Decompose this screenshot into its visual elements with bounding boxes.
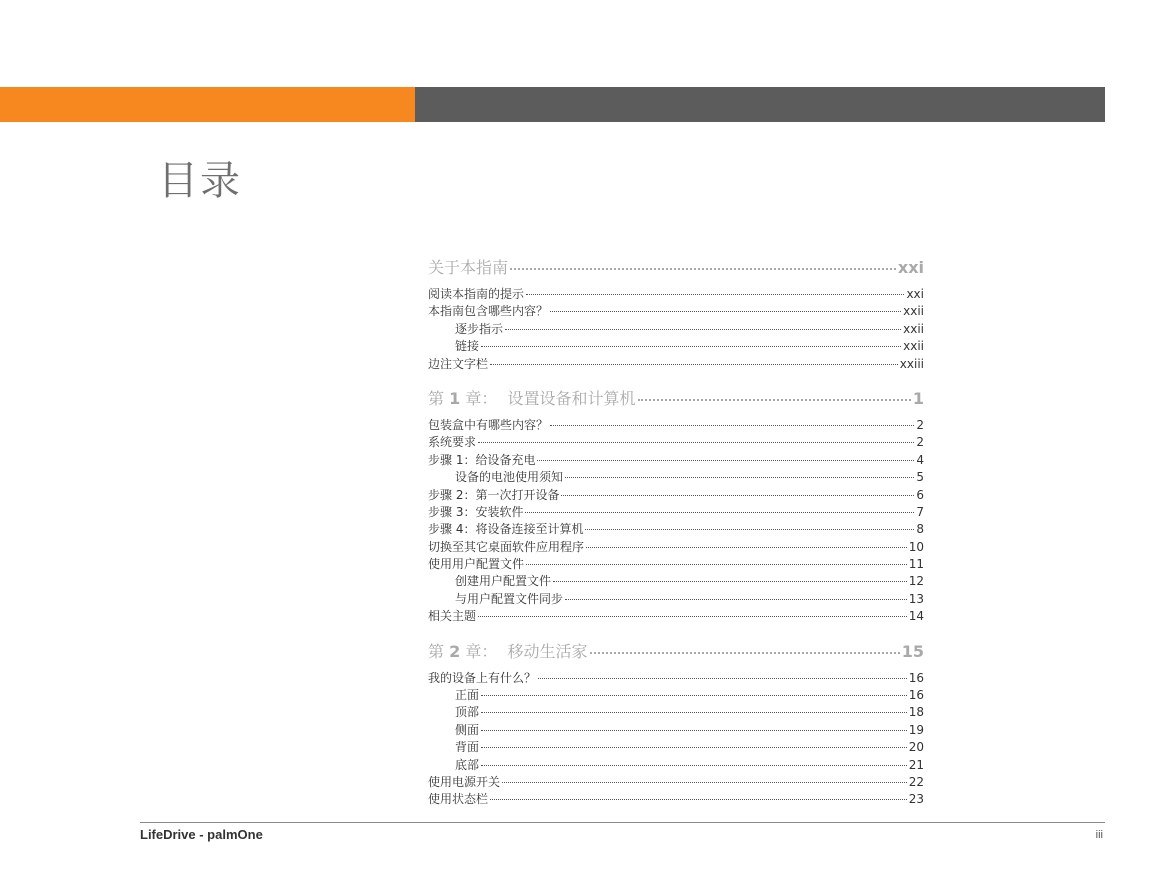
toc-entry[interactable] <box>428 670 924 687</box>
toc-entry[interactable] <box>428 739 924 756</box>
toc-entry-label: 链接 <box>455 339 480 354</box>
toc-entry[interactable] <box>428 487 924 504</box>
chapter-title: 移动生活家 <box>507 641 588 661</box>
toc-entry-label: 步骤 3：安装软件 <box>428 504 524 519</box>
toc-entry-page: 16 <box>908 670 924 685</box>
toc-entry-page: xxiii <box>899 356 924 371</box>
dot-leader <box>538 678 907 679</box>
toc-entry-label: 切换至其它桌面软件应用程序 <box>428 539 585 554</box>
toc-entry[interactable] <box>428 356 924 373</box>
toc-entry[interactable] <box>428 774 924 791</box>
toc-entry-page: 11 <box>908 557 924 572</box>
toc-entry-label: 背面 <box>455 740 480 755</box>
header-bar <box>415 87 1105 122</box>
footer-page-number: iii <box>1095 829 1103 841</box>
toc-section-heading[interactable] <box>428 387 924 411</box>
toc-entry-label: 使用电源开关 <box>428 774 501 789</box>
chapter-title: 设置设备和计算机 <box>507 388 636 408</box>
toc-entry[interactable] <box>428 504 924 521</box>
dot-leader <box>490 364 898 365</box>
toc-entry-label: 逐步指示 <box>455 321 504 336</box>
toc-entry[interactable] <box>428 286 924 303</box>
toc-entry-page: 13 <box>908 591 924 606</box>
dot-leader <box>553 581 907 582</box>
chapter-prefix: 第 <box>428 388 445 408</box>
toc-entry-page: xxii <box>903 321 924 336</box>
toc-entry-label: 侧面 <box>455 722 480 737</box>
toc-section <box>428 640 924 809</box>
toc-entry-label: 步骤 2：第一次打开设备 <box>428 487 560 502</box>
toc-entry[interactable] <box>428 687 924 704</box>
toc-entry[interactable] <box>428 722 924 739</box>
toc-heading-page: 1 <box>912 388 924 408</box>
footer-product-name: LifeDrive - palmOne <box>140 827 263 842</box>
toc-entry-page: 2 <box>916 435 924 450</box>
toc-entry[interactable] <box>428 521 924 538</box>
toc-entry-page: 19 <box>908 722 924 737</box>
toc-entry-page: 21 <box>908 757 924 772</box>
toc-entry[interactable] <box>428 469 924 486</box>
toc-entry-page: xxi <box>906 287 924 301</box>
toc-entry-label: 阅读本指南的提示 <box>428 287 525 301</box>
toc-entry-page: 12 <box>908 574 924 589</box>
chapter-suffix: 章： <box>465 388 498 408</box>
dot-leader <box>586 547 907 548</box>
toc-heading-label: 关于本指南 <box>428 258 509 277</box>
toc-entry-label: 与用户配置文件同步 <box>455 591 564 606</box>
page-title: 目录 <box>158 158 242 204</box>
dot-leader <box>481 695 907 696</box>
dot-leader <box>565 477 914 478</box>
toc-section <box>428 387 924 626</box>
toc-entry[interactable] <box>428 608 924 625</box>
dot-leader <box>537 460 914 461</box>
chapter-number: 2 <box>449 641 461 661</box>
table-of-contents <box>428 256 924 823</box>
chapter-number: 1 <box>449 388 461 408</box>
toc-entry[interactable] <box>428 591 924 608</box>
toc-entry-page: 14 <box>908 609 924 624</box>
dot-leader <box>478 442 914 443</box>
dot-leader <box>565 599 907 600</box>
toc-entry-page: 10 <box>908 539 924 554</box>
toc-entry[interactable] <box>428 539 924 556</box>
toc-entry-label: 使用状态栏 <box>428 792 489 807</box>
toc-entry-label: 正面 <box>455 688 480 703</box>
dot-leader <box>481 712 907 713</box>
toc-entry-label: 底部 <box>455 757 480 772</box>
toc-entry[interactable] <box>428 757 924 774</box>
toc-entry-page: 8 <box>916 522 924 537</box>
header-accent-bar <box>0 87 415 122</box>
toc-section-heading[interactable] <box>428 256 924 280</box>
toc-heading-page: 15 <box>901 641 924 661</box>
toc-entry-page: xxii <box>903 339 924 354</box>
toc-entry[interactable] <box>428 417 924 434</box>
chapter-suffix: 章： <box>465 641 498 661</box>
dot-leader <box>481 730 907 731</box>
toc-entry-page: 6 <box>916 487 924 502</box>
toc-entry[interactable] <box>428 791 924 808</box>
toc-entry[interactable] <box>428 434 924 451</box>
dot-leader <box>585 529 914 530</box>
toc-entry-label: 顶部 <box>455 705 480 720</box>
toc-entry-page: 22 <box>908 774 924 789</box>
toc-entry-label: 系统要求 <box>428 435 477 450</box>
toc-entry[interactable] <box>428 452 924 469</box>
toc-entry-label: 相关主题 <box>428 609 477 624</box>
footer-divider <box>140 822 1105 823</box>
toc-entry-label: 创建用户配置文件 <box>455 574 552 589</box>
toc-entry-label: 包装盒中有哪些内容？ <box>428 417 549 432</box>
dot-leader <box>550 425 914 426</box>
dot-leader <box>525 512 914 513</box>
dot-leader <box>550 311 901 312</box>
toc-heading-label <box>428 640 588 664</box>
chapter-prefix: 第 <box>428 641 445 661</box>
toc-entry-label: 步骤 1：给设备充电 <box>428 452 536 467</box>
toc-entry-label: 步骤 4：将设备连接至计算机 <box>428 522 584 537</box>
toc-entry-page: 7 <box>916 504 924 519</box>
toc-section-heading[interactable] <box>428 640 924 664</box>
toc-entry-label: 使用用户配置文件 <box>428 557 525 572</box>
toc-entry[interactable] <box>428 704 924 721</box>
dot-leader <box>490 799 907 800</box>
dot-leader <box>638 399 911 401</box>
toc-entry-page: xxii <box>903 304 924 319</box>
dot-leader <box>481 765 907 766</box>
toc-entry-page: 2 <box>916 417 924 432</box>
toc-entry-page: 16 <box>908 688 924 703</box>
toc-entry-label: 本指南包含哪些内容？ <box>428 304 549 319</box>
dot-leader <box>505 329 901 330</box>
toc-entry[interactable] <box>428 303 924 320</box>
toc-entry-label: 边注文字栏 <box>428 356 489 371</box>
toc-entry-page: 4 <box>916 452 924 467</box>
toc-entry[interactable] <box>428 321 924 338</box>
toc-entry[interactable] <box>428 338 924 355</box>
dot-leader <box>510 268 896 270</box>
dot-leader <box>502 782 907 783</box>
dot-leader <box>481 747 907 748</box>
toc-entry[interactable] <box>428 556 924 573</box>
dot-leader <box>481 346 901 347</box>
toc-entry[interactable] <box>428 573 924 590</box>
toc-heading-page: xxi <box>897 258 924 277</box>
toc-entry-label: 设备的电池使用须知 <box>455 470 564 485</box>
toc-entry-label: 我的设备上有什么？ <box>428 670 537 685</box>
dot-leader <box>561 495 914 496</box>
toc-entry-page: 23 <box>908 792 924 807</box>
toc-entry-page: 20 <box>908 740 924 755</box>
dot-leader <box>478 616 907 617</box>
toc-section <box>428 256 924 373</box>
dot-leader <box>526 294 904 295</box>
dot-leader <box>590 652 900 654</box>
toc-heading-label <box>428 387 636 411</box>
toc-entry-page: 18 <box>908 705 924 720</box>
toc-entry-page: 5 <box>916 470 924 485</box>
dot-leader <box>526 564 907 565</box>
